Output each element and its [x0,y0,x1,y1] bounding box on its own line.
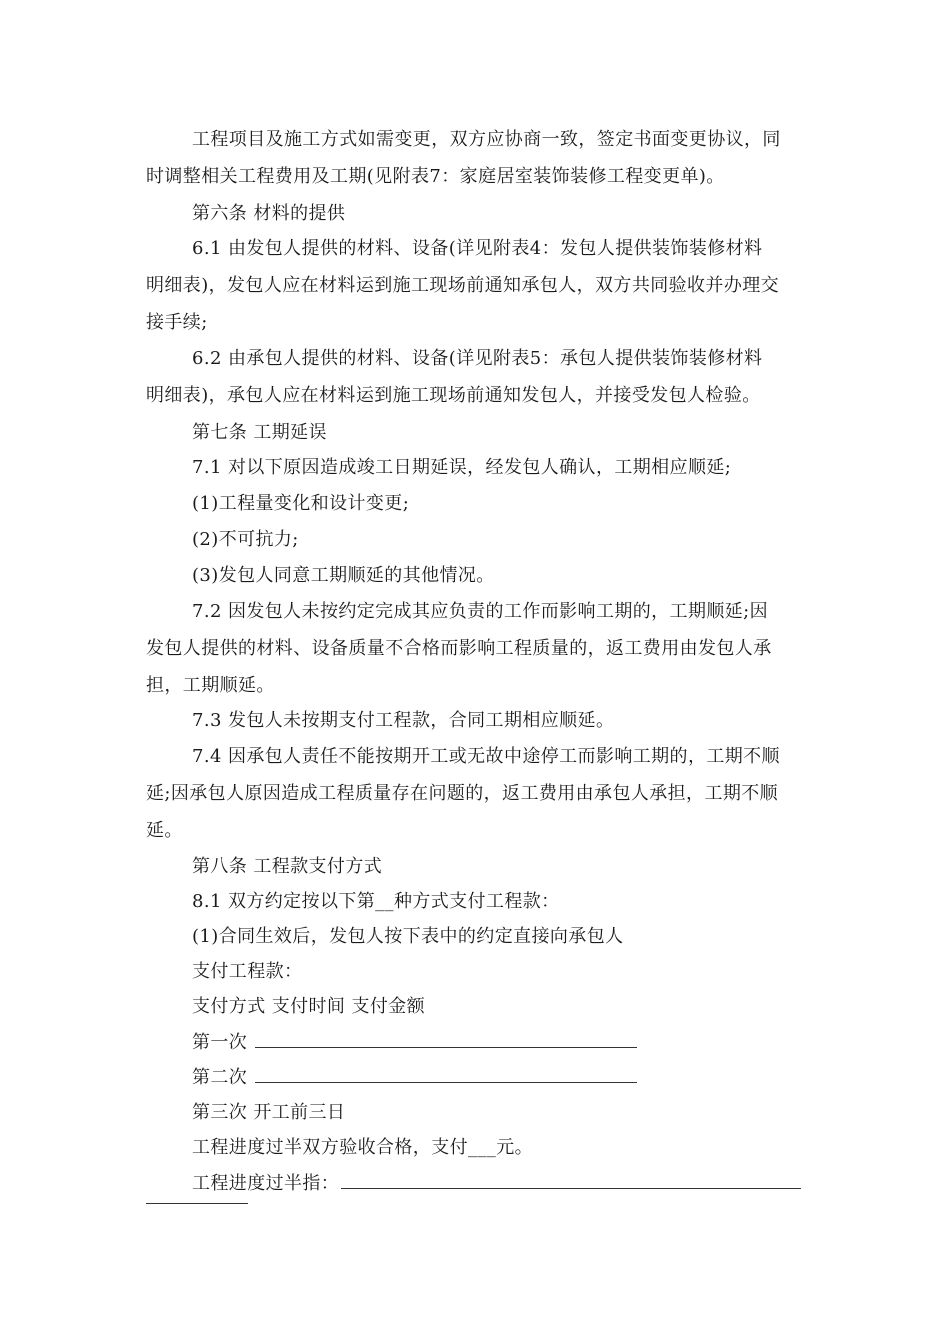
payment-row: 第三次 开工前三日 [192,1102,346,1123]
paragraph-line: 延;因承包人原因造成工程质量存在问题的，返工费用由承包人承担，工期不顺 [146,783,779,804]
fill-blank [341,1170,801,1189]
paragraph-line: 6.1 由发包人提供的材料、设备(详见附表4：发包人提供装饰装修材料 [192,238,763,259]
payment-row [192,1028,637,1054]
payment-row-label: 第二次 [192,1067,248,1088]
paragraph-line: 7.2 因发包人未按约定完成其应负责的工作而影响工期的，工期顺延;因 [192,601,769,622]
list-item: (1)工程量变化和设计变更; [192,493,410,514]
paragraph-line: 8.1 双方约定按以下第__种方式支付工程款： [192,891,560,912]
paragraph-line: 7.1 对以下原因造成竣工日期延误，经发包人确认，工期相应顺延; [192,457,732,478]
paragraph-line: 7.3 发包人未按期支付工程款，合同工期相应顺延。 [192,710,615,731]
list-item: (3)发包人同意工期顺延的其他情况。 [192,565,495,586]
paragraph-line: 明细表)，发包人应在材料运到施工现场前通知承包人，双方共同验收并办理交 [146,275,780,296]
fill-blank [255,1029,637,1048]
paragraph-line: 工程进度过半双方验收合格，支付___元。 [192,1137,533,1158]
table-header: 支付方式 支付时间 支付金额 [192,996,426,1017]
paragraph-line: 明细表)，承包人应在材料运到施工现场前通知发包人，并接受发包人检验。 [146,385,761,406]
paragraph-line: 工程项目及施工方式如需变更，双方应协商一致，签定书面变更协议，同 [192,129,781,150]
paragraph-line: 7.4 因承包人责任不能按期开工或无故中途停工而影响工期的，工期不顺 [192,746,780,767]
list-item: (1)合同生效后，发包人按下表中的约定直接向承包人 [192,926,624,947]
section-heading: 第六条 材料的提供 [192,203,346,224]
section-heading: 第七条 工期延误 [192,422,327,443]
progress-label: 工程进度过半指： [192,1173,340,1194]
paragraph-line: 担，工期顺延。 [146,675,275,696]
paragraph-line: 接手续; [146,312,208,333]
fill-blank-continued [146,1203,248,1204]
list-item: (2)不可抗力; [192,529,299,550]
paragraph-line [192,1169,801,1195]
paragraph-line: 发包人提供的材料、设备质量不合格而影响工程质量的，返工费用由发包人承 [146,638,772,659]
paragraph-line: 6.2 由承包人提供的材料、设备(详见附表5：承包人提供装饰装修材料 [192,348,763,369]
fill-blank [255,1064,637,1083]
paragraph-line: 延。 [146,820,183,841]
paragraph-line: 时调整相关工程费用及工期(见附表7：家庭居室装饰装修工程变更单)。 [146,166,725,187]
payment-row [192,1063,637,1089]
paragraph-line: 支付工程款： [192,961,303,982]
section-heading: 第八条 工程款支付方式 [192,856,383,877]
payment-row-label: 第一次 [192,1032,248,1053]
